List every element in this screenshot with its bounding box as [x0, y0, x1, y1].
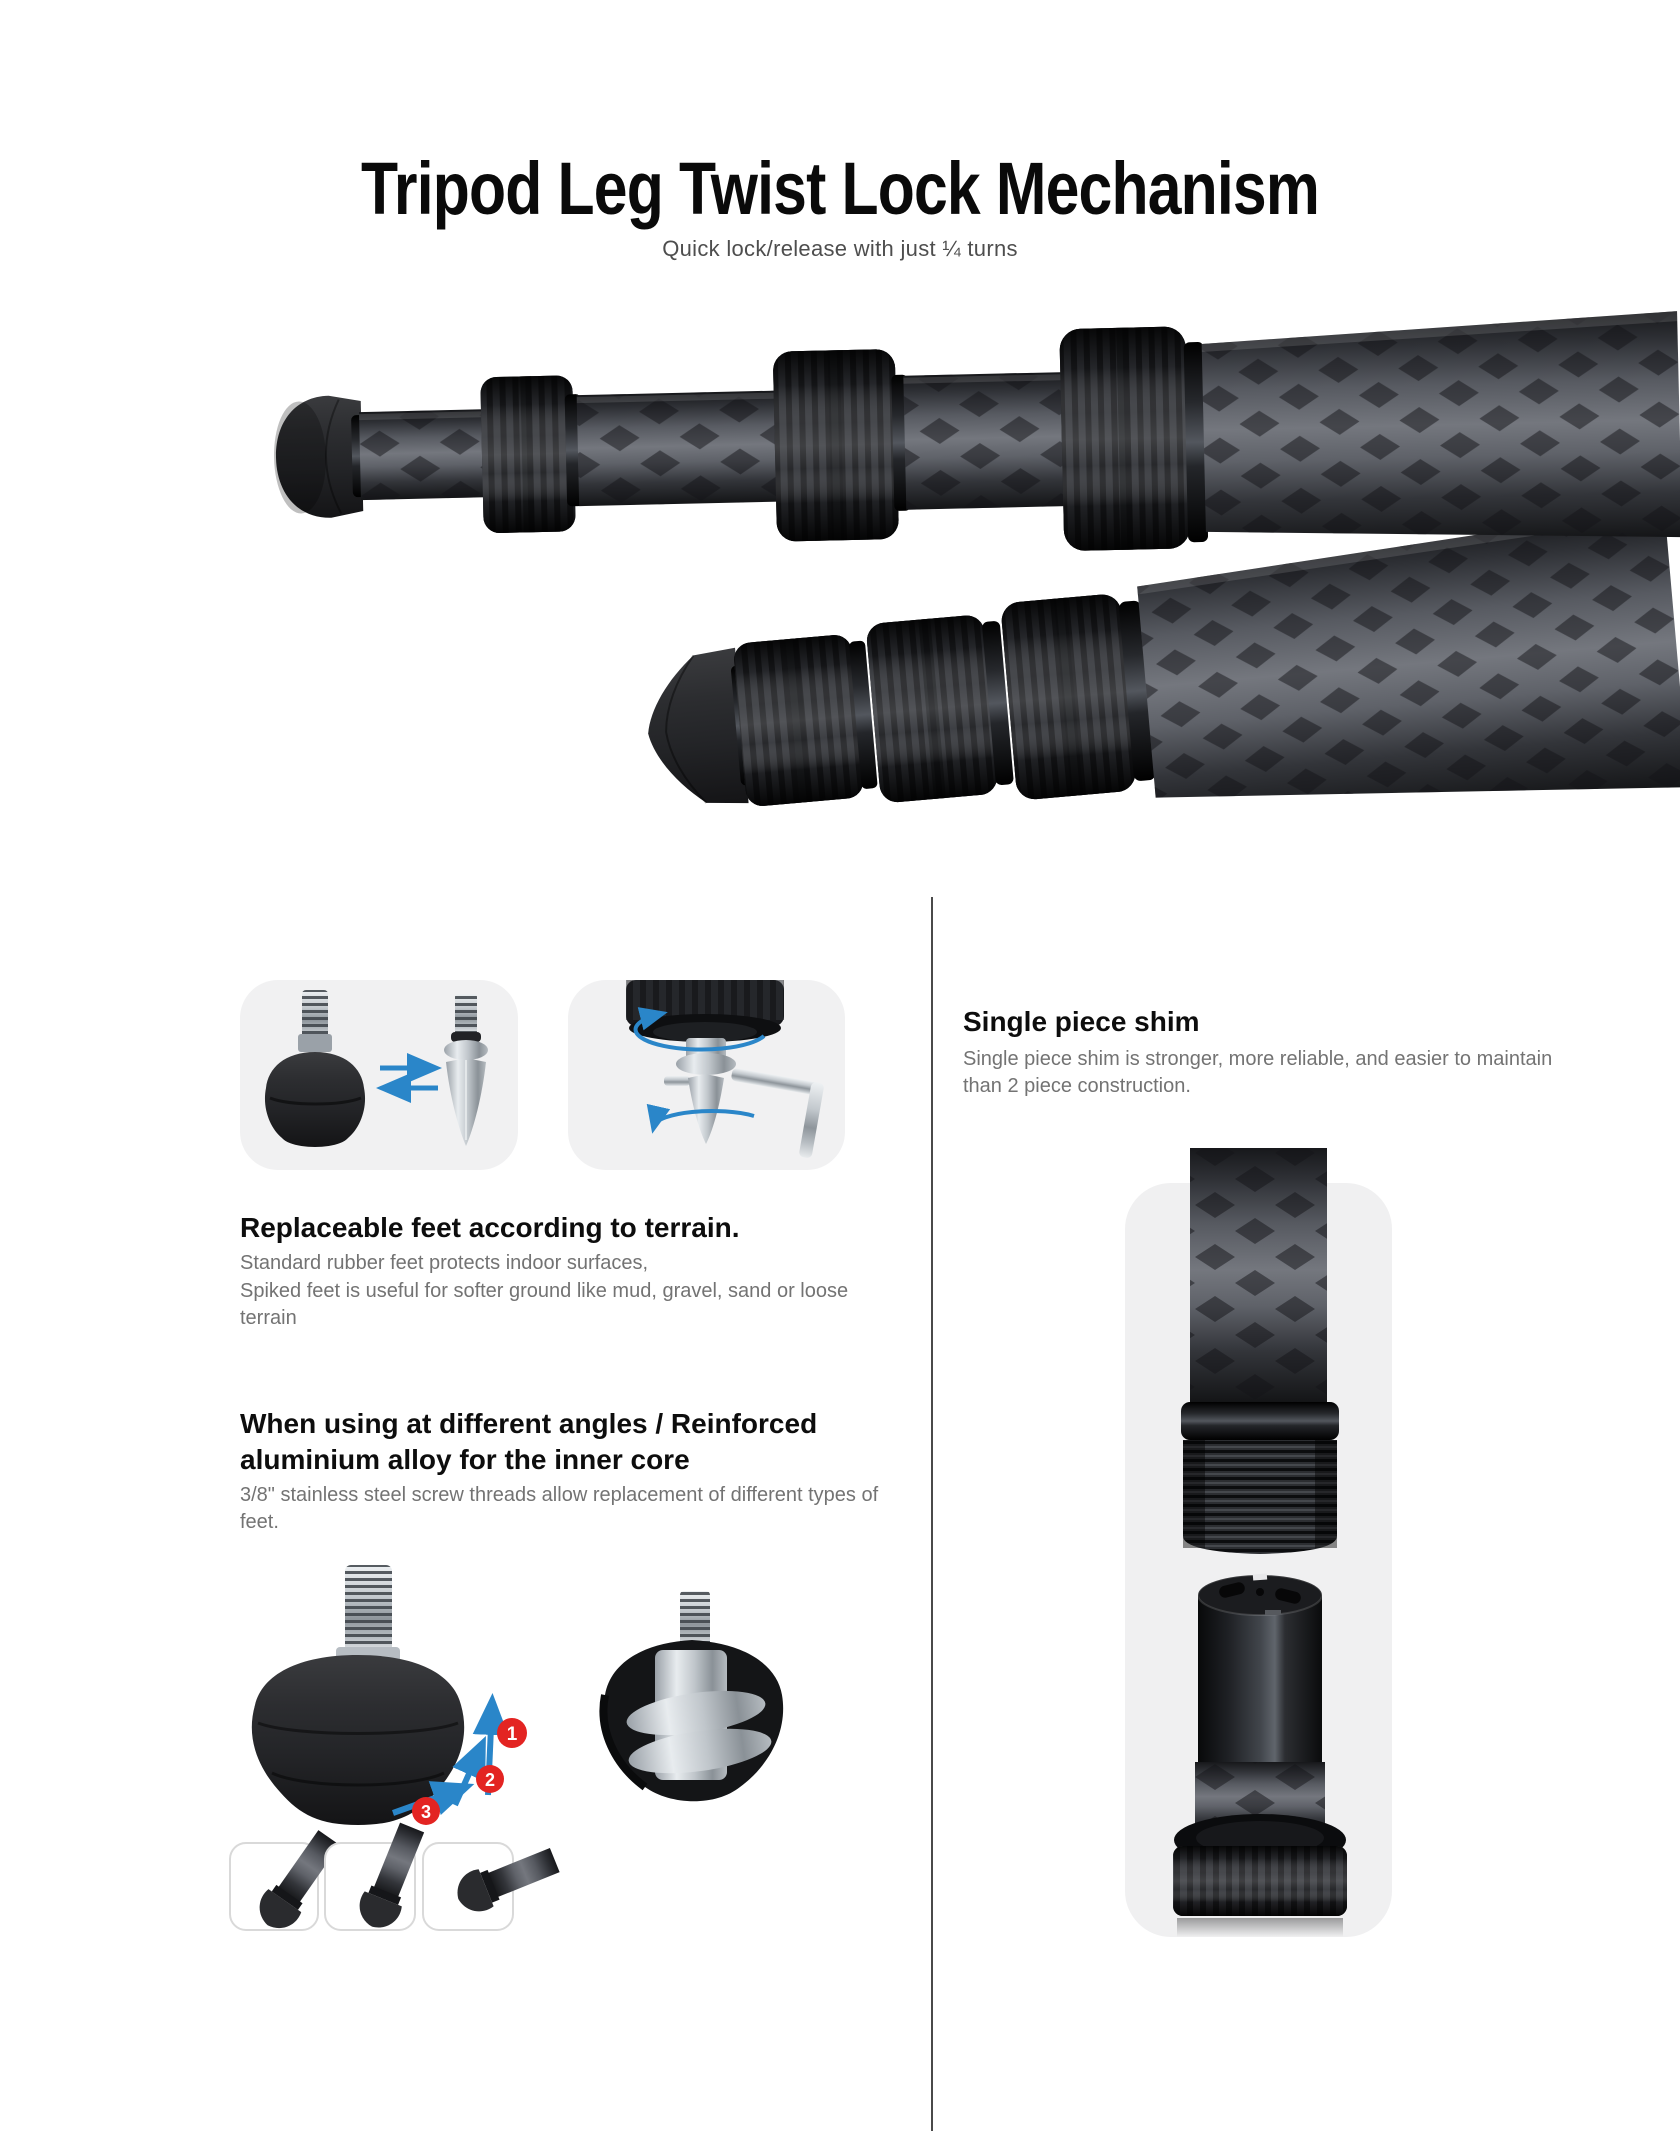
page-title: Tripod Leg Twist Lock Mechanism: [361, 147, 1319, 230]
shim-section-body: Single piece shim is stronger, more reliable, and easier to maintain than 2 piece construction.: [963, 1048, 1553, 1097]
lower-tube-with-collar: [1173, 1762, 1347, 1937]
upper-leg-tube-3: [903, 372, 1068, 510]
angles-section-body: 3/8" stainless steel screw threads allow replacement of different types of feet.: [240, 1484, 879, 1533]
lower-leg-collar-3: [1000, 593, 1137, 801]
svg-text:2: 2: [484, 1770, 496, 1790]
lower-leg-collar-1: [733, 634, 865, 808]
upper-leg-collar-1: [480, 375, 576, 533]
spike-install-hexkey-image: [568, 980, 845, 1170]
angled-feet-figure: [200, 1555, 850, 1945]
big-rubber-foot-figure: [252, 1565, 464, 1825]
upper-leg-tube-4: [1201, 311, 1680, 548]
angle-thumbnail-3: [423, 1841, 563, 1930]
page-subtitle: Quick lock/release with just ¼ turns: [662, 236, 1018, 261]
upper-leg-tube-2: [577, 391, 779, 507]
lower-leg: [636, 506, 1680, 850]
step-1-badge: [497, 1718, 527, 1748]
cutaway-foot-figure: [603, 1591, 783, 1801]
svg-text:3: 3: [420, 1802, 432, 1822]
svg-text:1: 1: [506, 1724, 518, 1745]
leg-collar-figure: [626, 980, 784, 1042]
upper-leg: [271, 311, 1680, 569]
upper-leg-collar-2: [773, 349, 899, 542]
feet-section-line1: Standard rubber feet protects indoor surfaces,: [240, 1252, 649, 1274]
upper-tube-with-thread: [1181, 1148, 1339, 1554]
shim-cylinder: [1198, 1574, 1322, 1762]
step-3-badge: [412, 1797, 440, 1825]
lower-leg-collar-2: [865, 614, 998, 804]
feet-section-heading: Replaceable feet according to terrain.: [240, 1212, 740, 1243]
single-piece-shim-image: [1115, 1140, 1405, 1950]
hero-tripod-legs-image: [0, 250, 1680, 850]
angle-thumbnail-2: [325, 1820, 432, 1935]
upper-leg-tube-1: [359, 409, 485, 500]
upper-leg-collar-3: [1059, 326, 1190, 551]
lower-leg-tube: [1134, 506, 1680, 833]
angles-section-heading: When using at different angles / Reinforced aluminium alloy for the inner core: [240, 1408, 818, 1475]
column-divider: [931, 897, 933, 2131]
step-2-badge: [476, 1765, 504, 1793]
shim-section-heading: Single piece shim: [963, 1006, 1200, 1037]
feet-section-line2: Spiked feet is useful for softer ground like mud, gravel, sand or loose terrain: [240, 1280, 849, 1329]
replaceable-feet-swap-image: [240, 980, 518, 1170]
